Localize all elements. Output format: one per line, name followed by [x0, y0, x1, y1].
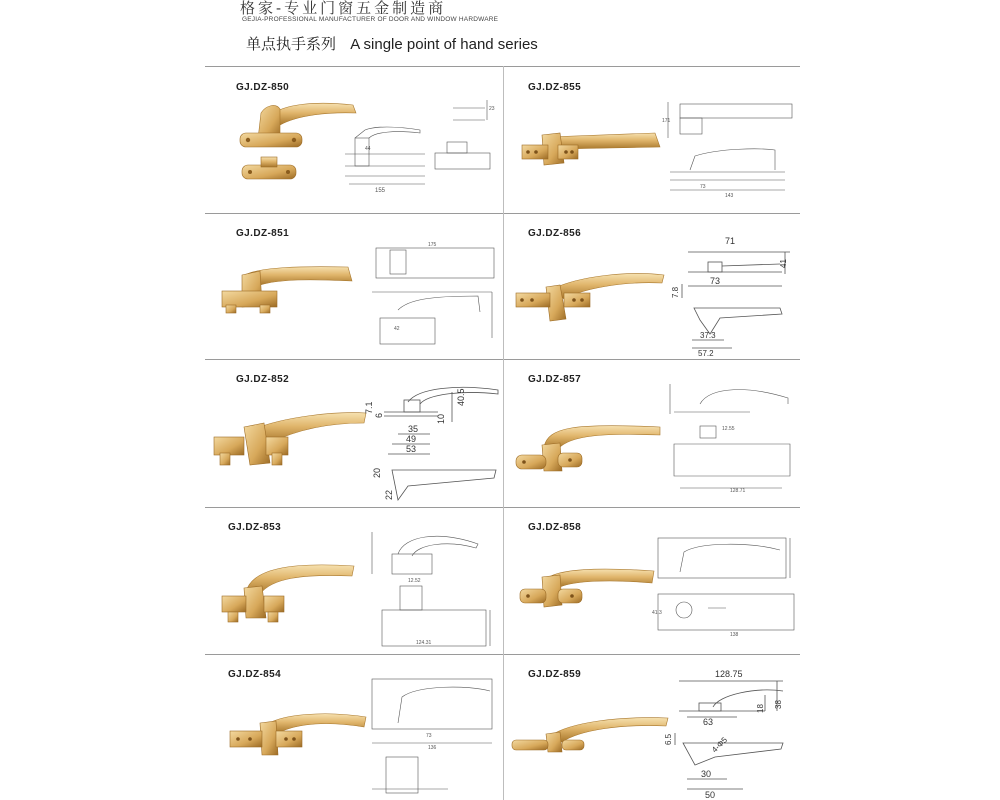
product-card-855 [510, 70, 793, 210]
dim-label: 41.3 [652, 610, 662, 616]
product-card-852 [220, 362, 503, 502]
dim-label: 155 [375, 188, 386, 194]
dim-label: 40.5 [456, 388, 466, 406]
dim-label: 128.71 [730, 488, 746, 494]
dim-label: 30 [701, 769, 712, 779]
model-label: GJ.DZ-854 [228, 669, 282, 680]
dim-label: 22 [384, 489, 394, 500]
dim-label: 12.52 [408, 578, 421, 584]
dim-label: 50 [705, 790, 716, 800]
technical-drawing [670, 234, 795, 359]
dim-label: 41 [779, 259, 788, 268]
technical-drawing [335, 98, 505, 208]
dim-label: 7.8 [671, 286, 680, 298]
model-label: GJ.DZ-859 [528, 669, 582, 680]
dim-label: 12.55 [722, 426, 735, 432]
technical-drawing [660, 380, 795, 500]
technical-drawing [368, 677, 493, 797]
model-label: GJ.DZ-852 [236, 374, 290, 385]
dim-label: 73 [700, 184, 706, 190]
dim-label: 10 [436, 413, 446, 424]
dim-label: 53 [406, 444, 417, 454]
dim-label: 128.75 [715, 669, 743, 679]
handle-photo [220, 261, 360, 321]
product-card-850 [220, 70, 503, 210]
handle-photo [514, 417, 664, 477]
dim-label: 63 [703, 717, 714, 727]
handle-photo [228, 707, 368, 767]
technical-drawing [650, 532, 795, 642]
dim-label: 124.31 [416, 640, 432, 646]
dim-label: 35 [408, 424, 419, 434]
dim-label: 44 [365, 146, 371, 152]
technical-drawing [368, 238, 498, 350]
dim-label: 136 [428, 745, 437, 751]
company-name-en: GEJIA-PROFESSIONAL MANUFACTURER OF DOOR AND WINDOW HARDWARE [242, 16, 499, 23]
dim-label: 6 [374, 412, 384, 418]
dim-label: 38 [774, 700, 783, 709]
dim-label: 23 [489, 106, 495, 112]
dim-label: 138 [730, 632, 739, 638]
product-card-851 [220, 216, 503, 356]
dim-label: 6.5 [664, 733, 673, 745]
dim-label: 71 [725, 236, 736, 246]
series-title-en: A single point of hand series [350, 36, 538, 53]
product-card-857 [510, 362, 793, 502]
dim-label: 37.3 [700, 331, 716, 340]
product-card-859 [510, 657, 793, 800]
product-card-854 [210, 657, 493, 797]
model-label: GJ.DZ-856 [528, 228, 582, 239]
series-title [246, 33, 538, 54]
dim-label: 49 [406, 434, 417, 444]
model-label: GJ.DZ-855 [528, 82, 582, 93]
company-name-cn: 格家-专业门窗五金制造商 [240, 0, 447, 17]
series-title-cn: 单点执手系列 [246, 35, 337, 53]
dim-label: 143 [725, 193, 734, 199]
handle-photo [512, 271, 667, 331]
product-card-858 [510, 510, 793, 650]
dim-label: 57.2 [698, 349, 714, 358]
model-label: GJ.DZ-851 [236, 228, 290, 239]
dim-label: 73 [426, 733, 432, 739]
model-label: GJ.DZ-853 [228, 522, 282, 533]
dim-label: 73 [710, 276, 721, 286]
technical-drawing [660, 98, 790, 203]
technical-drawing [364, 382, 503, 502]
product-card-853 [210, 510, 493, 650]
dim-label: 4-Φ5 [710, 735, 730, 755]
dim-label: 20 [372, 467, 382, 478]
handle-photo [214, 407, 374, 477]
technical-drawing [665, 665, 795, 800]
handle-photo [510, 712, 670, 757]
model-label: GJ.DZ-858 [528, 522, 582, 533]
handle-photo [520, 125, 665, 175]
dim-label: 18 [756, 704, 765, 713]
model-label: GJ.DZ-857 [528, 374, 582, 385]
technical-drawing [368, 524, 493, 648]
dim-label: 175 [428, 242, 437, 248]
dim-label: 7.1 [364, 401, 374, 414]
handle-photo [518, 565, 658, 615]
product-card-856 [510, 216, 793, 356]
model-label: GJ.DZ-850 [236, 82, 290, 93]
dim-label: 171 [662, 118, 671, 124]
handle-photo [222, 558, 362, 628]
dim-label: 42 [394, 326, 400, 332]
